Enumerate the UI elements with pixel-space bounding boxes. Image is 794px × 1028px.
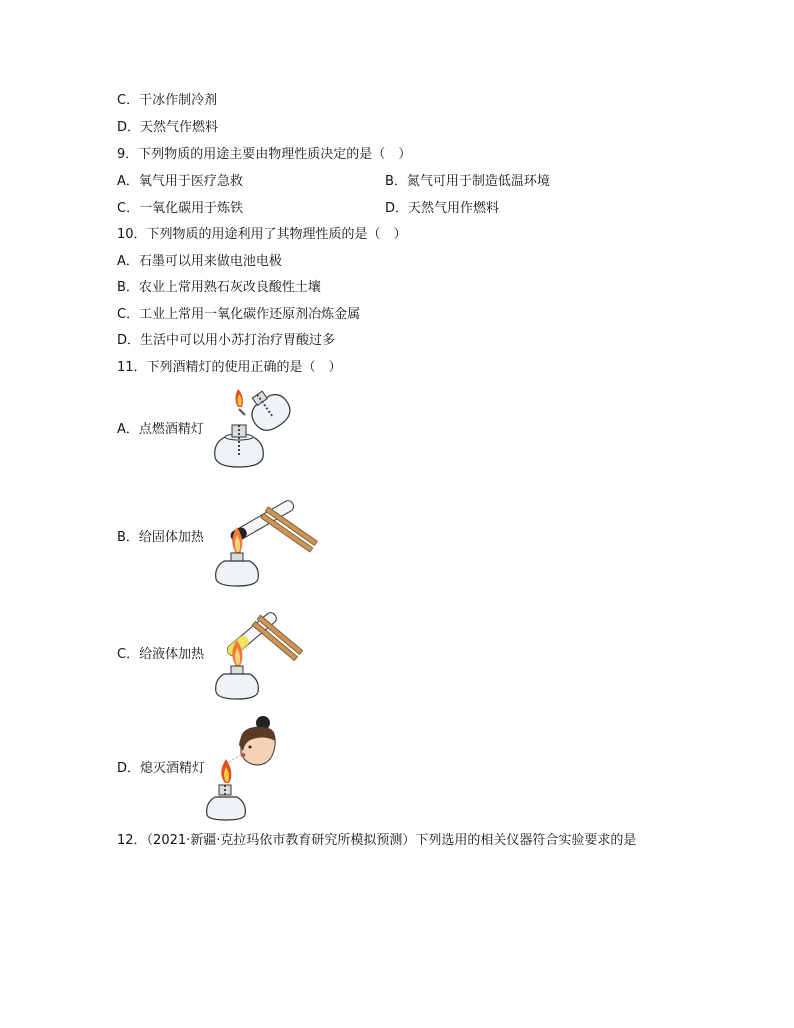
q10-stem: 10．下列物质的用途利用了其物理性质的是（ ） [117,227,407,242]
q11-stem: 11．下列酒精灯的使用正确的是（ ） [117,360,342,375]
heating-solid-figure [210,485,320,588]
q9-option-b: B．氮气可用于制造低温环境 [385,174,550,189]
q12-stem: 12．（2021·新疆·克拉玛依市教育研究所模拟预测）下列选用的相关仪器符合实验要求的是 [117,833,637,848]
q8-option-c: C．干冰作制冷剂 [117,93,218,108]
q10-option-b: B．农业上常用熟石灰改良酸性土壤 [117,280,321,295]
q11-option-c-label: C．给液体加热 [117,647,205,662]
blowing-out-lamp-figure [205,715,285,821]
q8-option-d: D．天然气作燃料 [117,120,219,135]
q9-stem: 9．下列物质的用途主要由物理性质决定的是（ ） [117,147,412,162]
heating-liquid-figure [210,600,310,700]
q9-option-c: C．一氧化碳用于炼铁 [117,201,244,216]
lighting-lamp-figure [205,385,315,473]
q9-option-d: D．天然气用作燃料 [385,201,500,216]
q9-option-a: A．氧气用于医疗急救 [117,174,243,189]
q11-option-d-label: D．熄灭酒精灯 [117,761,206,776]
q10-option-d: D．生活中可以用小苏打治疗胃酸过多 [117,333,336,348]
q10-option-c: C．工业上常用一氧化碳作还原剂冶炼金属 [117,307,361,322]
q10-option-a: A．石墨可以用来做电池电极 [117,254,282,269]
q11-option-b-label: B．给固体加热 [117,530,204,545]
q11-option-a-label: A．点燃酒精灯 [117,422,204,437]
